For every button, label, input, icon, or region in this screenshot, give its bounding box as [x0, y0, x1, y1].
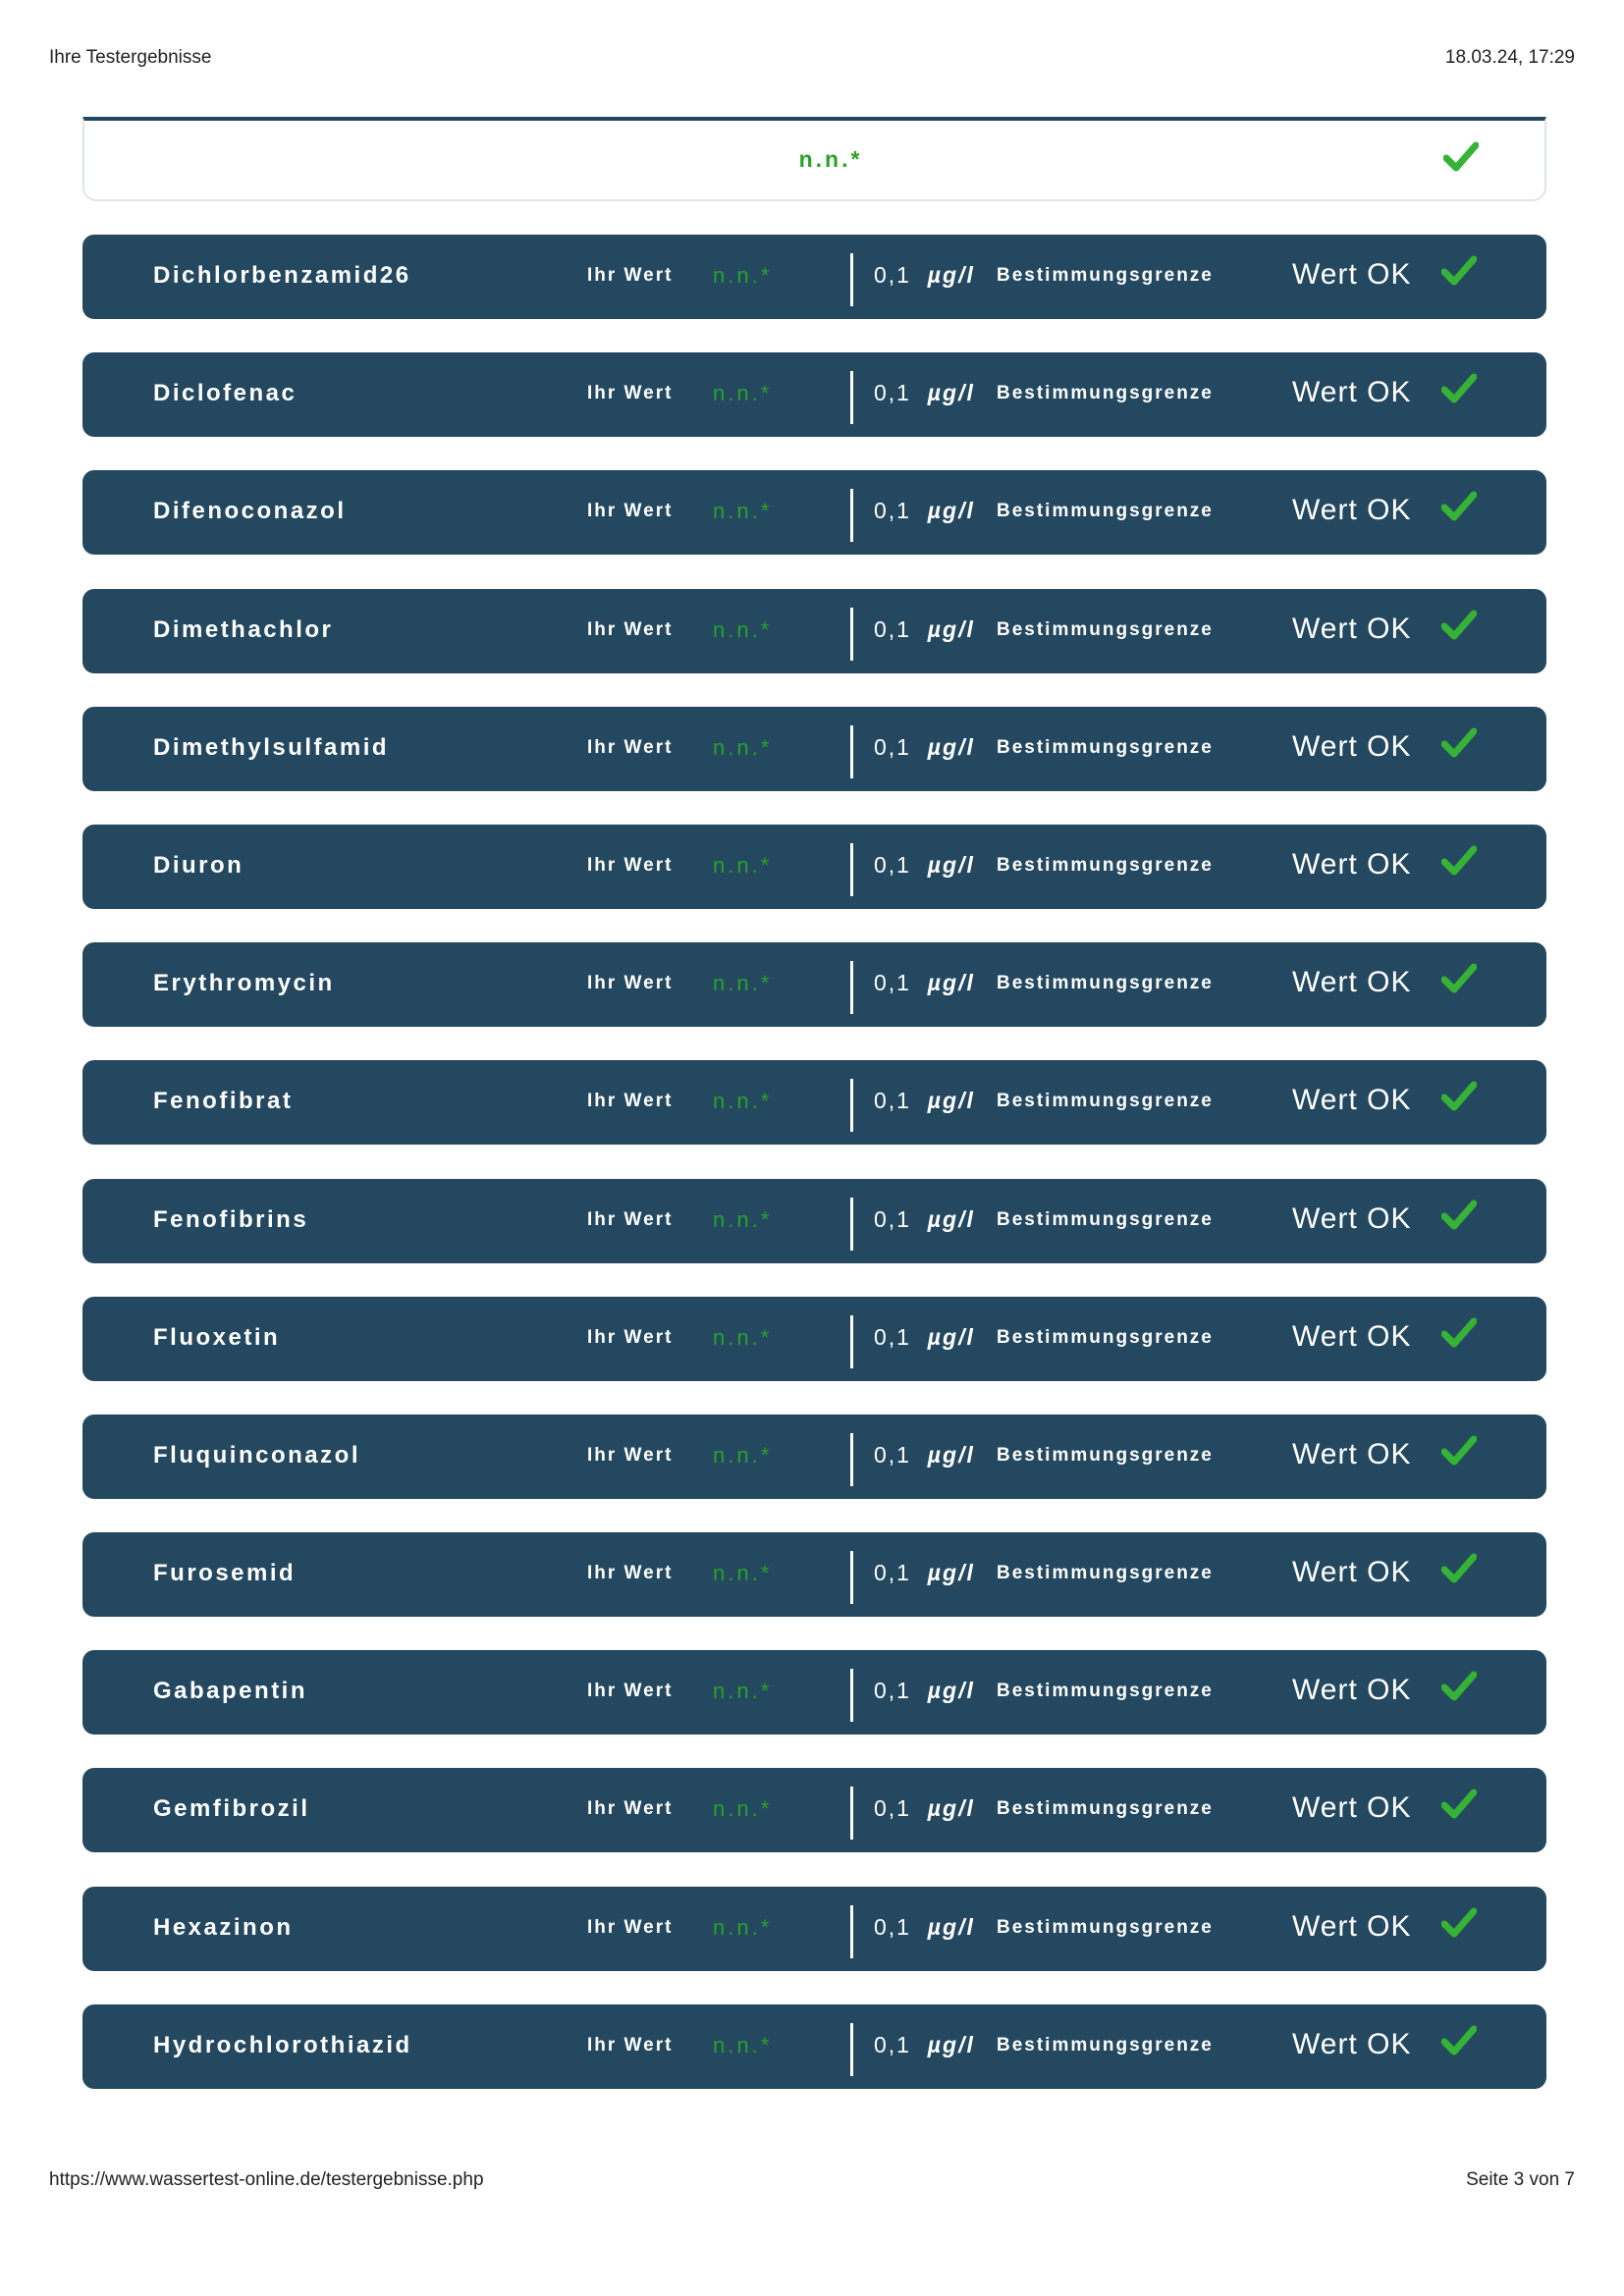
status-text: Wert OK	[1292, 376, 1412, 409]
limit-value: 0,1	[874, 1205, 911, 1232]
substance-name: Hexazinon	[153, 1913, 294, 1941]
check-icon	[1441, 609, 1477, 647]
result-value: n.n.*	[713, 1442, 773, 1468]
limit-unit: µg/l	[927, 1795, 975, 1822]
check-icon	[1441, 962, 1477, 1000]
check-icon	[1441, 372, 1477, 410]
divider	[850, 725, 853, 778]
detection-limit	[874, 1442, 975, 1468]
print-datetime: 18.03.24, 17:29	[1444, 47, 1575, 68]
divider	[850, 1787, 853, 1840]
substance-name: Furosemid	[153, 1560, 297, 1587]
limit-value: 0,1	[874, 733, 911, 760]
limit-unit: µg/l	[927, 970, 975, 996]
limit-value: 0,1	[874, 1795, 911, 1822]
limit-unit: µg/l	[927, 733, 975, 760]
your-value-label: Ihr Wert	[587, 1916, 674, 1938]
result-row	[82, 1179, 1546, 1263]
limit-unit: µg/l	[927, 851, 975, 878]
result-row	[82, 235, 1546, 319]
your-value-label: Ihr Wert	[587, 2034, 674, 2056]
detection-limit	[874, 1324, 975, 1351]
divider	[850, 843, 853, 896]
result-value: n.n.*	[713, 1796, 773, 1822]
result-row	[82, 1060, 1546, 1145]
limit-unit: µg/l	[927, 1088, 975, 1114]
detection-limit	[874, 380, 975, 406]
your-value-label: Ihr Wert	[587, 1091, 674, 1112]
result-row	[82, 352, 1546, 437]
limit-label: Bestimmungsgrenze	[997, 1444, 1214, 1466]
status-text: Wert OK	[1292, 1909, 1412, 1943]
result-value: n.n.*	[713, 1561, 773, 1586]
your-value-label: Ihr Wert	[587, 501, 674, 522]
result-value: n.n.*	[713, 734, 773, 760]
your-value-label: Ihr Wert	[587, 736, 674, 758]
limit-unit: µg/l	[927, 1205, 975, 1232]
result-value: n.n.*	[713, 2032, 773, 2057]
divider	[850, 1433, 853, 1486]
limit-unit: µg/l	[927, 1678, 975, 1704]
limit-label: Bestimmungsgrenze	[997, 2034, 1214, 2056]
your-value-label: Ihr Wert	[587, 618, 674, 640]
substance-name: Dimethylsulfamid	[153, 733, 390, 761]
detection-limit	[874, 970, 975, 996]
your-value-label: Ihr Wert	[587, 1798, 674, 1820]
limit-label: Bestimmungsgrenze	[997, 1208, 1214, 1230]
limit-unit: µg/l	[927, 615, 975, 642]
status-text: Wert OK	[1292, 1201, 1412, 1235]
status-text: Wert OK	[1292, 1791, 1412, 1825]
substance-name: Diclofenac	[153, 380, 298, 407]
result-row	[82, 589, 1546, 673]
detection-limit	[874, 1678, 975, 1704]
page-url: https://www.wassertest-online.de/testergebnisse.php	[49, 2169, 484, 2190]
page-footer	[49, 2169, 1575, 2191]
result-value: n.n.*	[713, 1089, 773, 1114]
your-value-label: Ihr Wert	[587, 1444, 674, 1466]
divider	[850, 961, 853, 1014]
limit-label: Bestimmungsgrenze	[997, 736, 1214, 758]
result-value: n.n.*	[713, 263, 773, 288]
your-value-label: Ihr Wert	[587, 265, 674, 286]
divider	[850, 489, 853, 542]
status-text: Wert OK	[1292, 1556, 1412, 1589]
limit-value: 0,1	[874, 1678, 911, 1704]
limit-label: Bestimmungsgrenze	[997, 1091, 1214, 1112]
limit-unit: µg/l	[927, 1560, 975, 1586]
limit-value: 0,1	[874, 2031, 911, 2057]
divider	[850, 608, 853, 661]
substance-name: Dichlorbenzamid26	[153, 262, 411, 289]
limit-value: 0,1	[874, 1088, 911, 1114]
divider	[850, 1315, 853, 1368]
your-value-label: Ihr Wert	[587, 1208, 674, 1230]
detection-limit	[874, 1088, 975, 1114]
check-icon	[1443, 140, 1479, 179]
divider	[850, 2023, 853, 2076]
detection-limit	[874, 2032, 975, 2058]
result-value: n.n.*	[713, 1679, 773, 1704]
limit-value: 0,1	[874, 615, 911, 642]
limit-value: 0,1	[874, 498, 911, 524]
detection-limit	[874, 1914, 975, 1941]
result-value: n.n.*	[713, 616, 773, 642]
limit-unit: µg/l	[927, 1323, 975, 1350]
limit-label: Bestimmungsgrenze	[997, 854, 1214, 876]
check-icon	[1441, 2024, 1477, 2062]
check-icon	[1441, 254, 1477, 293]
divider	[850, 1669, 853, 1722]
result-row	[82, 825, 1546, 909]
results-list	[82, 235, 1546, 2122]
substance-name: Erythromycin	[153, 970, 335, 997]
your-value-label: Ihr Wert	[587, 1681, 674, 1702]
limit-label: Bestimmungsgrenze	[997, 1563, 1214, 1584]
result-row	[82, 942, 1546, 1027]
limit-value: 0,1	[874, 1560, 911, 1586]
result-value: n.n.*	[713, 971, 773, 996]
status-text: Wert OK	[1292, 1437, 1412, 1470]
limit-label: Bestimmungsgrenze	[997, 973, 1214, 994]
limit-label: Bestimmungsgrenze	[997, 618, 1214, 640]
limit-value: 0,1	[874, 1913, 911, 1940]
limit-value: 0,1	[874, 1323, 911, 1350]
status-text: Wert OK	[1292, 612, 1412, 645]
limit-label: Bestimmungsgrenze	[997, 1326, 1214, 1348]
limit-label: Bestimmungsgrenze	[997, 1798, 1214, 1820]
detection-limit	[874, 262, 975, 289]
page-header	[49, 47, 1575, 69]
your-value-label: Ihr Wert	[587, 1563, 674, 1584]
status-text: Wert OK	[1292, 966, 1412, 999]
result-row	[82, 1768, 1546, 1852]
limit-label: Bestimmungsgrenze	[997, 1916, 1214, 1938]
substance-name: Dimethachlor	[153, 615, 334, 643]
your-value-label: Ihr Wert	[587, 973, 674, 994]
substance-name: Gemfibrozil	[153, 1795, 310, 1823]
previous-result-card	[82, 117, 1546, 201]
limit-unit: µg/l	[927, 2031, 975, 2057]
check-icon	[1441, 1080, 1477, 1118]
limit-value: 0,1	[874, 380, 911, 406]
result-value: n.n.*	[798, 146, 863, 172]
detection-limit	[874, 734, 975, 761]
page-number: Seite 3 von 7	[1466, 2169, 1575, 2190]
your-value-label: Ihr Wert	[587, 1326, 674, 1348]
divider	[850, 1905, 853, 1958]
status-text: Wert OK	[1292, 847, 1412, 881]
divider	[850, 253, 853, 306]
limit-unit: µg/l	[927, 498, 975, 524]
result-row	[82, 1532, 1546, 1617]
limit-value: 0,1	[874, 262, 911, 288]
divider	[850, 371, 853, 424]
result-value: n.n.*	[713, 1324, 773, 1350]
result-row	[82, 470, 1546, 555]
result-value: n.n.*	[713, 1206, 773, 1232]
check-icon	[1441, 1434, 1477, 1472]
check-icon	[1441, 726, 1477, 765]
result-row	[82, 1297, 1546, 1381]
check-icon	[1441, 490, 1477, 528]
limit-unit: µg/l	[927, 1441, 975, 1468]
check-icon	[1441, 1199, 1477, 1237]
detection-limit	[874, 1560, 975, 1586]
status-text: Wert OK	[1292, 1674, 1412, 1707]
status-text: Wert OK	[1292, 2027, 1412, 2060]
limit-label: Bestimmungsgrenze	[997, 383, 1214, 404]
divider	[850, 1551, 853, 1604]
limit-unit: µg/l	[927, 262, 975, 288]
result-value: n.n.*	[713, 381, 773, 406]
status-text: Wert OK	[1292, 494, 1412, 527]
result-value: n.n.*	[713, 499, 773, 524]
status-text: Wert OK	[1292, 729, 1412, 763]
result-row	[82, 1415, 1546, 1499]
check-icon	[1441, 1906, 1477, 1945]
result-row	[82, 1650, 1546, 1735]
your-value-label: Ihr Wert	[587, 383, 674, 404]
limit-value: 0,1	[874, 970, 911, 996]
check-icon	[1441, 1316, 1477, 1355]
limit-value: 0,1	[874, 1441, 911, 1468]
limit-label: Bestimmungsgrenze	[997, 501, 1214, 522]
substance-name: Gabapentin	[153, 1678, 308, 1705]
limit-value: 0,1	[874, 851, 911, 878]
your-value-label: Ihr Wert	[587, 854, 674, 876]
divider	[850, 1198, 853, 1251]
substance-name: Difenoconazol	[153, 498, 347, 525]
limit-label: Bestimmungsgrenze	[997, 265, 1214, 286]
detection-limit	[874, 1795, 975, 1822]
status-text: Wert OK	[1292, 258, 1412, 291]
substance-name: Fenofibrins	[153, 1205, 309, 1233]
result-value: n.n.*	[713, 1914, 773, 1940]
divider	[850, 1079, 853, 1132]
limit-unit: µg/l	[927, 1913, 975, 1940]
limit-unit: µg/l	[927, 380, 975, 406]
result-value: n.n.*	[713, 852, 773, 878]
page-title: Ihre Testergebnisse	[49, 47, 212, 68]
check-icon	[1441, 1552, 1477, 1590]
result-row	[82, 2004, 1546, 2089]
check-icon	[1441, 1788, 1477, 1826]
detection-limit	[874, 616, 975, 643]
substance-name: Diuron	[153, 851, 244, 879]
detection-limit	[874, 1206, 975, 1233]
result-row	[82, 1887, 1546, 1971]
check-icon	[1441, 844, 1477, 882]
status-text: Wert OK	[1292, 1084, 1412, 1117]
status-text: Wert OK	[1292, 1319, 1412, 1353]
detection-limit	[874, 852, 975, 879]
substance-name: Fenofibrat	[153, 1088, 294, 1115]
check-icon	[1441, 1670, 1477, 1708]
substance-name: Fluquinconazol	[153, 1441, 360, 1468]
result-row	[82, 707, 1546, 791]
detection-limit	[874, 498, 975, 524]
substance-name: Fluoxetin	[153, 1323, 281, 1351]
limit-label: Bestimmungsgrenze	[997, 1681, 1214, 1702]
substance-name: Hydrochlorothiazid	[153, 2031, 412, 2058]
